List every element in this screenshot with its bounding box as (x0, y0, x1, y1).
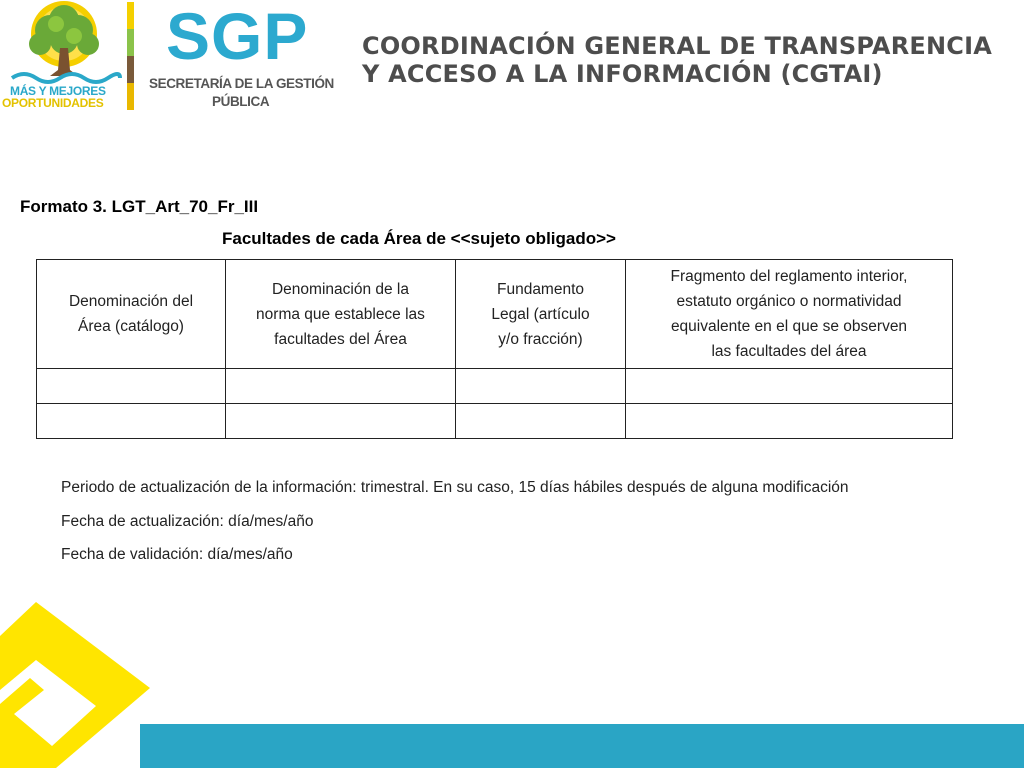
color-divider (127, 2, 134, 110)
column-header-line: Denominación del (68, 293, 194, 310)
table-cell[interactable] (226, 369, 456, 404)
table-body (37, 369, 953, 439)
footer-band (140, 724, 1024, 768)
table-cell[interactable] (37, 404, 226, 439)
faculties-table (36, 259, 953, 439)
table-cell[interactable] (456, 404, 626, 439)
column-header-line: Fragmento del reglamento interior, (670, 268, 908, 285)
color-divider-segment (127, 83, 134, 110)
column-header (226, 260, 456, 369)
column-header-line: norma que establece las (256, 305, 425, 323)
table-cell[interactable] (456, 369, 626, 404)
column-header-line: y/o fracción) (498, 330, 583, 348)
corner-decoration (0, 598, 150, 768)
format-label: Formato 3. LGT_Art_70_Fr_III (20, 197, 259, 216)
column-header-line: Fundamento (496, 280, 585, 298)
organization-title-line-2: Y ACCESO A LA INFORMACIÓN (CGTAI) (362, 60, 883, 88)
table-header-row (37, 260, 953, 369)
validation-date-note: Fecha de validación: día/mes/año (61, 546, 293, 563)
column-header (37, 260, 226, 369)
tree-logo-text-top: MÁS Y MEJORES (10, 84, 106, 98)
organization-title-line-1: COORDINACIÓN GENERAL DE TRANSPARENCIA (362, 32, 992, 60)
tree-logo-text-bottom: OPORTUNIDADES (2, 96, 104, 110)
column-header-line: Legal (artículo (491, 305, 590, 323)
sgp-acronym: SGP (166, 0, 309, 73)
column-header (456, 260, 626, 369)
table-title: Facultades de cada Área de <<sujeto obligado>> (222, 229, 616, 248)
sgp-logo (148, 0, 338, 116)
column-header-line: facultades del Área (274, 330, 407, 348)
column-header-line: Denominación de la (271, 280, 409, 298)
header (0, 0, 1024, 120)
sgp-name-line-1: SECRETARÍA DE LA GESTIÓN (149, 76, 334, 91)
table-cell[interactable] (626, 404, 953, 439)
table-cell[interactable] (37, 369, 226, 404)
table-row (37, 369, 953, 404)
color-divider-segment (127, 2, 134, 29)
column-header-line: equivalente en el que se observen (670, 318, 908, 335)
update-period-note: Periodo de actualización de la información: trimestral. En su caso, 15 días hábiles después de alguna modificación (61, 479, 849, 496)
column-header-line: estatuto orgánico o normatividad (676, 293, 902, 310)
sgp-name-line-2: PÚBLICA (212, 94, 270, 109)
column-header (626, 260, 953, 369)
table-cell[interactable] (226, 404, 456, 439)
column-header-line: Área (catálogo) (78, 318, 184, 335)
column-header-line: las facultades del área (711, 343, 867, 360)
update-date-note: Fecha de actualización: día/mes/año (61, 513, 314, 530)
color-divider-segment (127, 56, 134, 83)
color-divider-segment (127, 29, 134, 56)
table-row (37, 404, 953, 439)
table-cell[interactable] (626, 369, 953, 404)
